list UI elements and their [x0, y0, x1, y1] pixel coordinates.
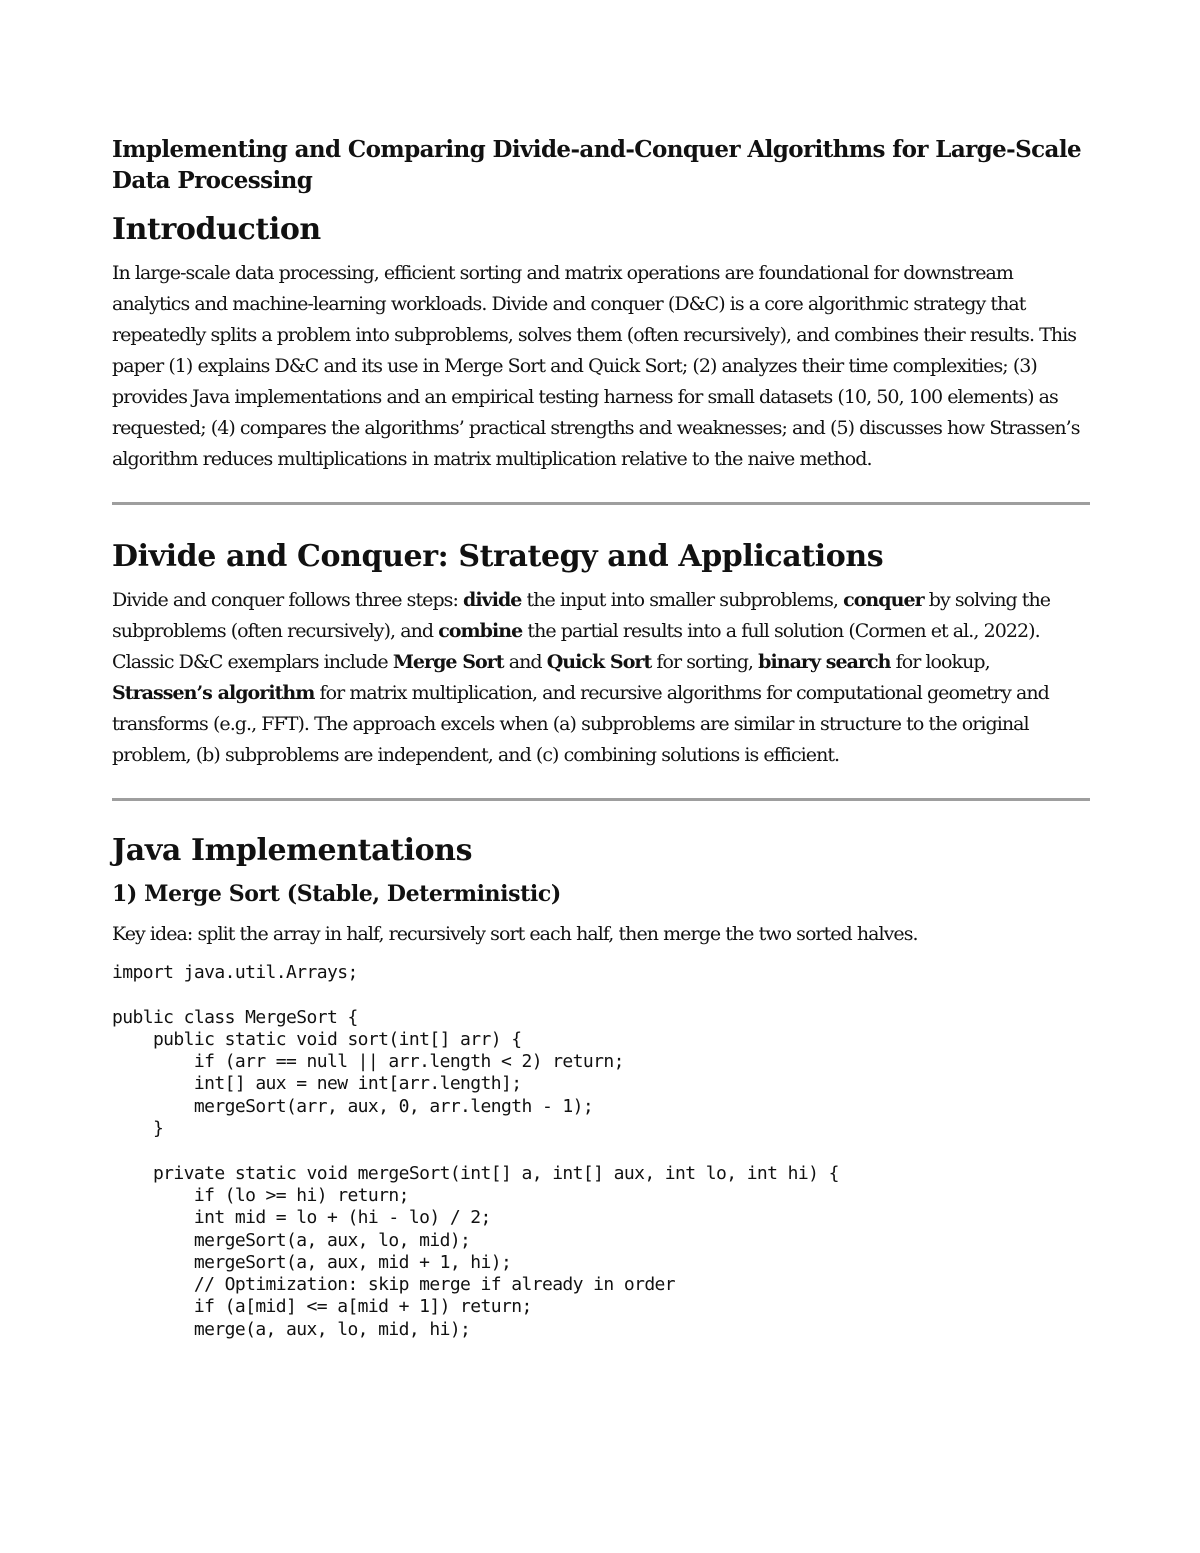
dc-text: for matrix multiplication, and recursive algorithms for computational geometry and transforms (e.g., FFT). The approach excels when (a) subproblems are similar in structure to the original problem, (b) subproblems are independent, and (c) combining solutions is efficient.: [112, 682, 1049, 766]
merge-sort-heading: 1) Merge Sort (Stable, Deterministic): [112, 881, 561, 907]
document-title: Implementing and Comparing Divide-and-Conquer Algorithms for Large-Scale Data Processing: [112, 136, 1081, 194]
dc-term-strassen: Strassen’s algorithm: [112, 682, 315, 704]
document-content: [112, 134, 1090, 1341]
dc-text: and: [503, 651, 547, 673]
dc-term-binary-search: binary search: [758, 651, 891, 673]
dc-text: by solving the subproblems (often recursively), and: [112, 589, 1051, 642]
dc-text: the partial results into a full solution (Cormen et al., 2022). Classic D&C exemplars include: [112, 620, 1040, 673]
dc-text: for sorting,: [651, 651, 759, 673]
dc-term-quick-sort: Quick Sort: [546, 651, 652, 673]
dc-paragraph: [112, 585, 1090, 771]
dc-term-merge-sort: Merge Sort: [392, 651, 504, 673]
dc-heading: Divide and Conquer: Strategy and Applications: [112, 539, 884, 574]
dc-term-divide: divide: [463, 589, 522, 611]
dc-term-conquer: conquer: [843, 589, 924, 611]
java-heading: Java Implementations: [112, 833, 473, 868]
dc-text: for lookup,: [890, 651, 990, 673]
dc-text: Divide and conquer follows three steps:: [112, 589, 463, 611]
merge-sort-key-idea: Key idea: split the array in half, recursively sort each half, then merge the two sorted halves.: [112, 923, 918, 945]
merge-sort-code: import java.util.Arrays; public class MergeSort { public static void sort(int[] arr) { if (arr == null || arr.length < 2) return; int[] aux = new int[arr.length]; mergeSort(arr, aux, 0, arr.length - 1); } private static void mergeSort(int[] a, int[] aux, int lo, int hi) { if (lo >= hi) return; int mid = lo + (hi - lo) / 2; mergeSort(a, aux, lo, mid); mergeSort(a, aux, mid + 1, hi); // Optimization: skip merge if already in order if (a[mid] <= a[mid + 1]) return; merge(a, aux, lo, mid, hi);: [112, 962, 839, 1340]
intro-heading: Introduction: [112, 212, 321, 247]
dc-text: the input into smaller subproblems,: [521, 589, 844, 611]
intro-paragraph: In large-scale data processing, efficient sorting and matrix operations are foundational for downstream analytics and machine-learning workloads. Divide and conquer (D&C) is a core algorithmic strategy that repeatedly splits a problem into subproblems, solves them (often recursively), and combines their results. This paper (1) explains D&C and its use in Merge Sort and Quick Sort; (2) analyzes their time complexities; (3) provides Java implementations and an empirical testing harness for small datasets (10, 50, 100 elements) as requested; (4) compares the algorithms’ practical strengths and weaknesses; and (5) discusses how Strassen’s algorithm reduces multiplications in matrix multiplication relative to the naive method.: [112, 262, 1080, 470]
dc-term-combine: combine: [438, 620, 523, 642]
